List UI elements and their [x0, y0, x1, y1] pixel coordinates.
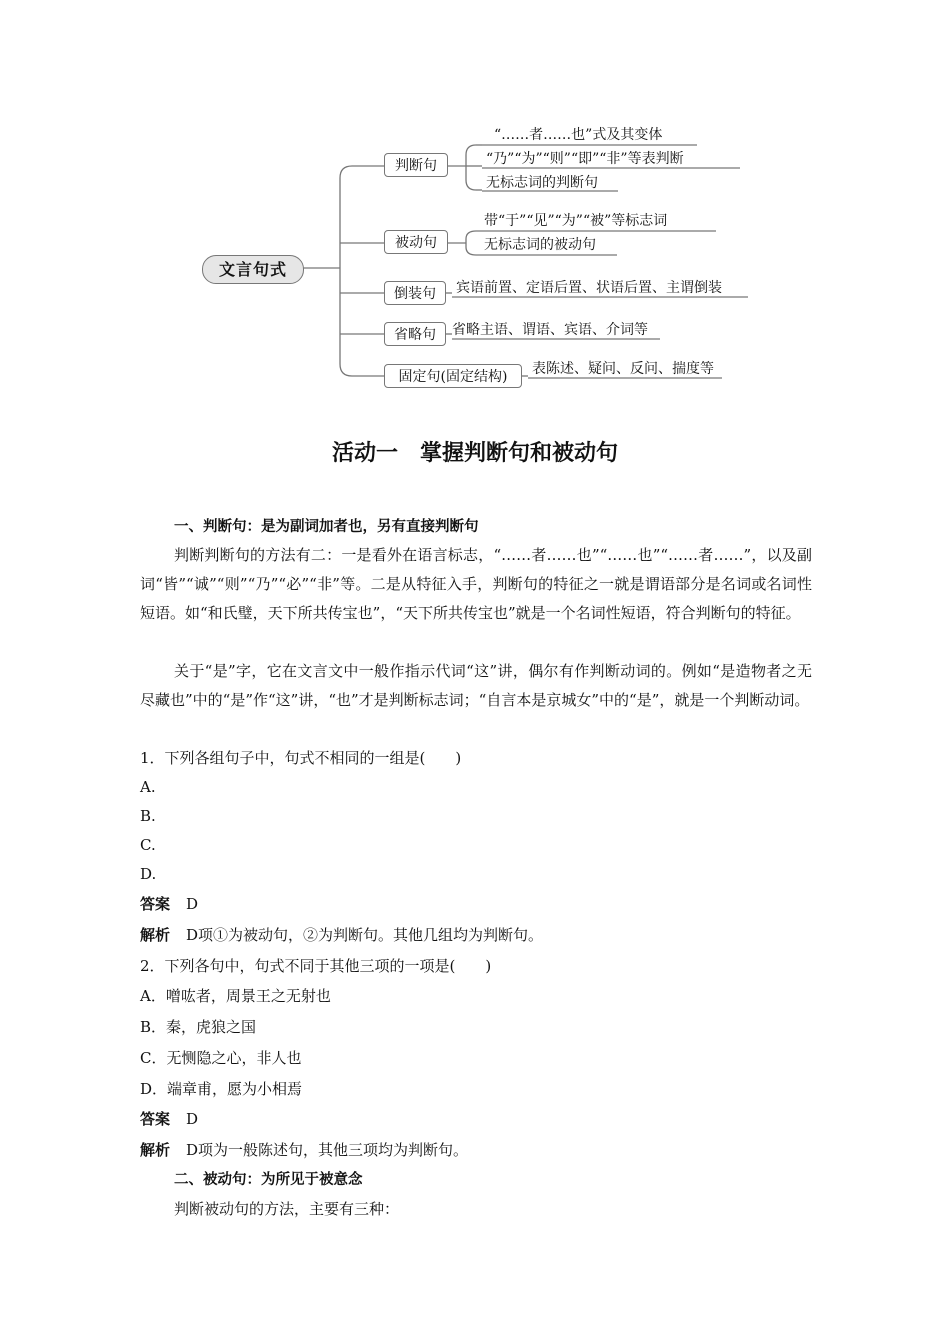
- diagram-connectors: [0, 0, 950, 400]
- analysis-label: 解析: [140, 926, 171, 944]
- leaf-ellipsis-1: 省略主语、谓语、宾语、介词等: [452, 322, 648, 338]
- diagram-root: 文言句式: [202, 255, 304, 284]
- question2-answer: [140, 1105, 198, 1134]
- answer-value: D: [186, 1110, 199, 1128]
- section2-heading: 二、被动句：为所见于被意念: [174, 1172, 363, 1188]
- leaf-judgment-3: 无标志词的判断句: [486, 175, 598, 191]
- question1-option-d: D.: [140, 865, 157, 883]
- analysis-text: D项①为被动句，②为判断句。其他几组均为判断句。: [186, 926, 544, 944]
- section1-heading: 一、判断句：是为副词加者也，另有直接判断句: [174, 519, 479, 535]
- branch-passive: 被动句: [384, 230, 448, 254]
- section1-para1: 判断判断句的方法有二：一是看外在语言标志，“……者……也”“……也”“……者……”，以及副词“皆”“诚”“则”“乃”“必”“非”等。二是从特征入手，判断句的特征之一就是谓语部分是名词或名词性短语。如“和氏璧，天下所共传宝也”，“天下所共传宝也”就是一个名词性短语，符合判断句的特征。: [140, 546, 812, 622]
- branch-judgment: 判断句: [384, 153, 448, 177]
- branch-fixed: 固定句(固定结构): [384, 364, 522, 388]
- question2-option-d: D．端章甫，愿为小相焉: [140, 1080, 303, 1098]
- answer-label: 答案: [140, 1110, 171, 1128]
- question1-answer: [140, 890, 198, 919]
- question2-stem: 2．下列各句中，句式不同于其他三项的一项是( ): [140, 957, 492, 975]
- leaf-fixed-1: 表陈述、疑问、反问、揣度等: [532, 361, 714, 377]
- branch-ellipsis: 省略句: [384, 322, 446, 346]
- question1-option-a: A.: [140, 778, 156, 796]
- analysis-label: 解析: [140, 1141, 171, 1159]
- question2-analysis: [140, 1136, 468, 1165]
- question1-analysis: [140, 921, 543, 950]
- section1-para2: 关于“是”字，它在文言文中一般作指示代词“这”讲，偶尔有作判断动词的。例如“是造物者之无尽藏也”中的“是”作“这”讲，“也”才是判断标志词；“自言本是京城女”中的“是”，就是一个判断动词。: [140, 662, 812, 709]
- leaf-passive-1: 带“于”“见”“为”“被”等标志词: [484, 213, 668, 229]
- analysis-text: D项为一般陈述句，其他三项均为判断句。: [186, 1141, 469, 1159]
- leaf-passive-2: 无标志词的被动句: [484, 237, 596, 253]
- answer-label: 答案: [140, 895, 171, 913]
- question2-option-b: B．秦，虎狼之国: [140, 1018, 257, 1036]
- question2-option-c: C．无恻隐之心，非人也: [140, 1049, 302, 1067]
- question1-stem: 1．下列各组句子中，句式不相同的一组是( ): [140, 749, 462, 767]
- question2-option-a: A．噌吰者，周景王之无射也: [140, 987, 331, 1005]
- question1-option-b: B.: [140, 807, 156, 825]
- sentence-pattern-diagram: [0, 0, 950, 400]
- answer-value: D: [186, 895, 199, 913]
- leaf-judgment-2: “乃”“为”“则”“即”“非”等表判断: [486, 151, 684, 167]
- leaf-judgment-1: “……者……也”式及其变体: [494, 127, 663, 143]
- leaf-inverted-1: 宾语前置、定语后置、状语后置、主谓倒装: [456, 280, 722, 296]
- question1-option-c: C.: [140, 836, 156, 854]
- section2-para1: 判断被动句的方法，主要有三种：: [174, 1200, 400, 1218]
- branch-inverted: 倒装句: [384, 281, 446, 305]
- activity-title: 活动一 掌握判断句和被动句: [331, 441, 618, 466]
